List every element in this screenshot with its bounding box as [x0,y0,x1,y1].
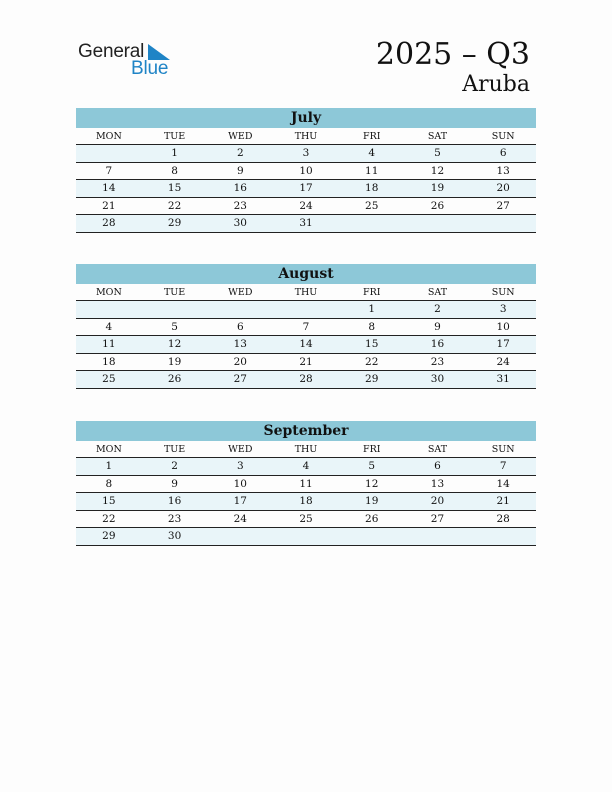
day-cell: 3 [499,303,507,315]
week-row [76,319,536,337]
day-cell: 13 [430,477,445,490]
day-cell [405,215,471,232]
day-cell: 16 [233,182,247,194]
day-cell: 23 [430,355,445,368]
day-cell: 21 [299,355,313,368]
day-cell: 25 [299,512,313,525]
day-cell [339,215,405,232]
day-cell: 1 [171,147,178,159]
day-cell: 9 [171,477,178,490]
page-title: 2025 – Q3 [375,37,530,72]
day-cell [470,215,536,232]
day-cell: 23 [233,199,247,212]
day-cell: 21 [496,495,510,507]
week-row [76,476,536,494]
day-cell: 16 [430,338,445,350]
day-cell: 10 [233,477,247,490]
day-cell: 1 [368,303,376,315]
weekday-label: SAT [427,287,448,298]
week-row [76,198,536,216]
month-title: July [76,108,536,128]
logo-blue-text: Blue [131,58,169,79]
day-cell: 4 [368,147,376,159]
day-cell: 3 [236,460,244,472]
weekday-label: MON [95,444,122,455]
day-cell: 24 [299,199,313,212]
week-row [76,528,536,546]
day-cell: 2 [236,147,244,159]
day-cell: 9 [434,320,441,333]
day-cell [207,528,273,545]
day-cell: 26 [430,199,445,212]
day-cell: 4 [105,320,113,333]
day-cell: 5 [368,460,376,472]
week-row [76,180,536,198]
day-cell: 30 [430,373,445,385]
week-row [76,371,536,389]
day-cell: 20 [430,495,445,507]
day-cell: 31 [496,373,510,385]
day-cell: 8 [368,320,376,333]
day-cell: 7 [499,460,507,472]
weekday-label: TUE [163,131,186,142]
week-row [76,301,536,319]
day-cell [470,528,536,545]
day-cell: 14 [496,477,510,490]
day-cell: 27 [430,512,445,525]
weekday-label: WED [228,131,253,142]
day-cell: 8 [105,477,113,490]
week-row [76,215,536,233]
day-cell: 17 [233,495,247,507]
weekday-label: MON [95,287,122,298]
day-cell [76,145,142,162]
day-cell: 22 [365,355,379,368]
day-cell: 30 [167,530,182,542]
week-row [76,336,536,354]
weekday-label: SAT [427,444,448,455]
day-cell: 13 [496,164,510,177]
day-cell [207,301,273,318]
weekday-label: SUN [491,131,515,142]
day-cell: 10 [496,320,510,333]
day-cell: 23 [167,512,182,525]
day-cell: 14 [299,338,313,350]
day-cell: 24 [496,355,510,368]
day-cell: 13 [233,338,247,350]
day-cell: 11 [365,164,379,177]
weekday-label: SUN [491,444,515,455]
day-cell: 19 [167,355,182,368]
day-cell: 9 [236,164,244,177]
weekday-header-row [76,284,536,301]
day-cell: 22 [102,512,116,525]
day-cell: 7 [302,320,310,333]
weekday-label: WED [228,287,253,298]
day-cell: 11 [299,477,313,490]
day-cell: 18 [102,355,116,368]
weekday-header-row [76,128,536,145]
day-cell: 2 [171,460,178,472]
day-cell: 12 [167,338,182,350]
day-cell: 18 [365,182,379,194]
day-cell: 6 [499,147,507,159]
weekday-label: WED [228,444,253,455]
weekday-label: FRI [362,287,381,298]
weekday-label: SUN [491,287,515,298]
country-name: Aruba [462,72,530,97]
day-cell: 24 [233,512,247,525]
day-cell [405,528,471,545]
day-cell: 4 [302,460,310,472]
day-cell: 19 [365,495,379,507]
weekday-label: TUE [163,287,186,298]
day-cell: 21 [102,199,116,212]
day-cell: 25 [102,373,116,385]
day-cell: 14 [102,182,116,194]
week-row [76,511,536,529]
day-cell: 2 [434,303,441,315]
day-cell: 5 [171,320,178,333]
day-cell: 28 [496,512,510,525]
logo-general-text: General [78,41,145,62]
week-row [76,458,536,476]
day-cell: 28 [299,373,313,385]
day-cell: 8 [171,164,178,177]
day-cell [273,301,339,318]
day-cell: 18 [299,495,313,507]
weekday-label: THU [294,444,318,455]
day-cell [76,301,142,318]
weekday-label: TUE [163,444,186,455]
day-cell: 12 [430,164,445,177]
weekday-label: THU [294,131,318,142]
month-title: September [76,421,536,441]
day-cell: 3 [302,147,310,159]
weekday-label: FRI [362,444,381,455]
day-cell: 20 [496,182,510,194]
day-cell: 17 [496,338,510,350]
day-cell: 6 [236,320,244,333]
week-row [76,163,536,181]
day-cell: 15 [365,338,379,350]
day-cell [339,528,405,545]
day-cell: 10 [299,164,313,177]
day-cell [273,528,339,545]
day-cell [142,301,208,318]
day-cell: 11 [102,338,116,350]
day-cell: 27 [233,373,247,385]
generalblue-logo [78,41,178,81]
day-cell: 28 [102,217,116,229]
day-cell: 27 [496,199,510,212]
day-cell: 15 [102,495,116,507]
day-cell: 5 [434,147,441,159]
month-september [76,421,536,546]
day-cell: 26 [365,512,379,525]
weekday-header-row [76,441,536,458]
weekday-label: SAT [427,131,448,142]
month-title: August [76,264,536,284]
day-cell: 25 [365,199,379,212]
day-cell: 26 [167,373,182,385]
day-cell: 29 [365,373,379,385]
day-cell: 19 [430,182,445,194]
day-cell: 29 [102,530,116,542]
day-cell: 6 [434,460,441,472]
month-august [76,264,536,389]
day-cell: 1 [105,460,113,472]
day-cell: 12 [365,477,379,490]
day-cell: 30 [233,217,247,229]
day-cell: 22 [167,199,182,212]
weekday-label: FRI [362,131,381,142]
month-july [76,108,536,233]
week-row [76,493,536,511]
day-cell: 7 [105,164,113,177]
day-cell: 31 [299,217,313,229]
day-cell: 20 [233,355,247,368]
weekday-label: THU [294,287,318,298]
day-cell: 29 [167,217,182,229]
week-row [76,354,536,372]
day-cell: 16 [167,495,182,507]
week-row [76,145,536,163]
weekday-label: MON [95,131,122,142]
day-cell: 15 [167,182,182,194]
day-cell: 17 [299,182,313,194]
